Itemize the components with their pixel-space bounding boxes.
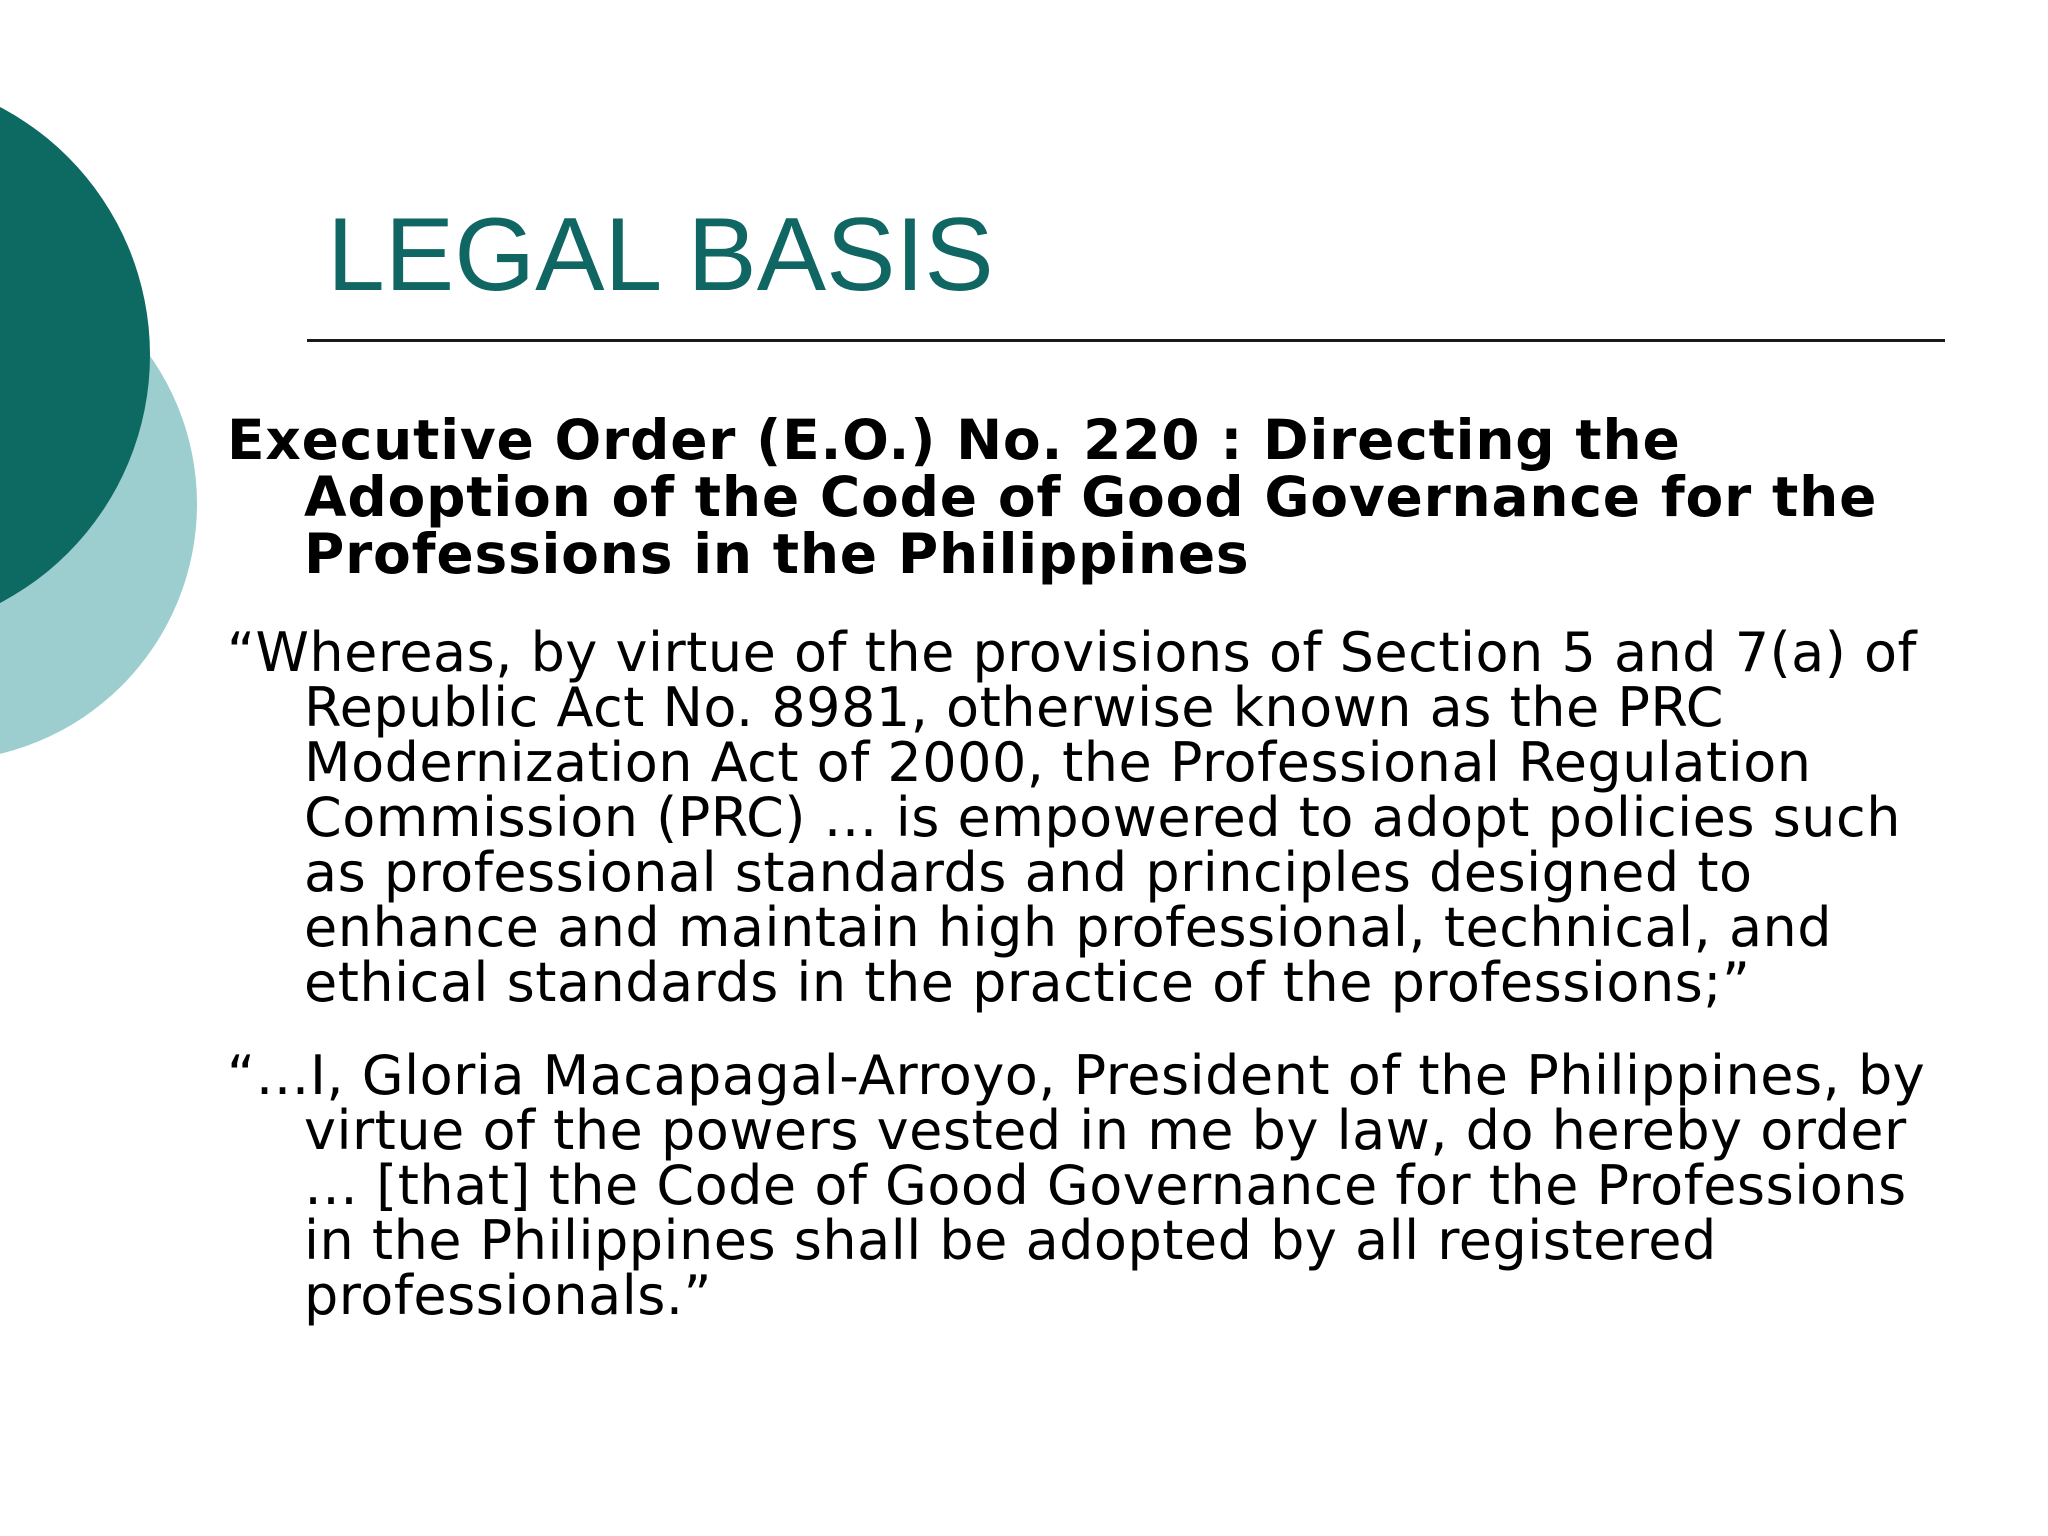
order-quote: “…I, Gloria Macapagal-Arroyo, President of the Philippines, by virtue of the powers vested in me by law, do hereby order … [that] the Code of Good Governance for the Professions in the Philippines shall be adopted by all registered professionals.”: [227, 1044, 1926, 1327]
slide-body: [227, 408, 1947, 1327]
decorative-circles: [0, 0, 260, 820]
executive-order-heading: Executive Order (E.O.) No. 220 : Directing the Adoption of the Code of Good Governance for the Professions in the Philippines: [227, 408, 1878, 586]
title-divider: [307, 339, 1945, 342]
whereas-quote: “Whereas, by virtue of the provisions of Section 5 and 7(a) of Republic Act No. 8981, otherwise known as the PRC Modernization Act of 2000, the Professional Regulation Commission (PRC) … is empowered to adopt policies such as professional standards and principles designed to enhance and maintain high professional, technical, and ethical standards in the practice of the professions;”: [227, 621, 1918, 1014]
slide-title: LEGAL BASIS: [327, 197, 994, 313]
